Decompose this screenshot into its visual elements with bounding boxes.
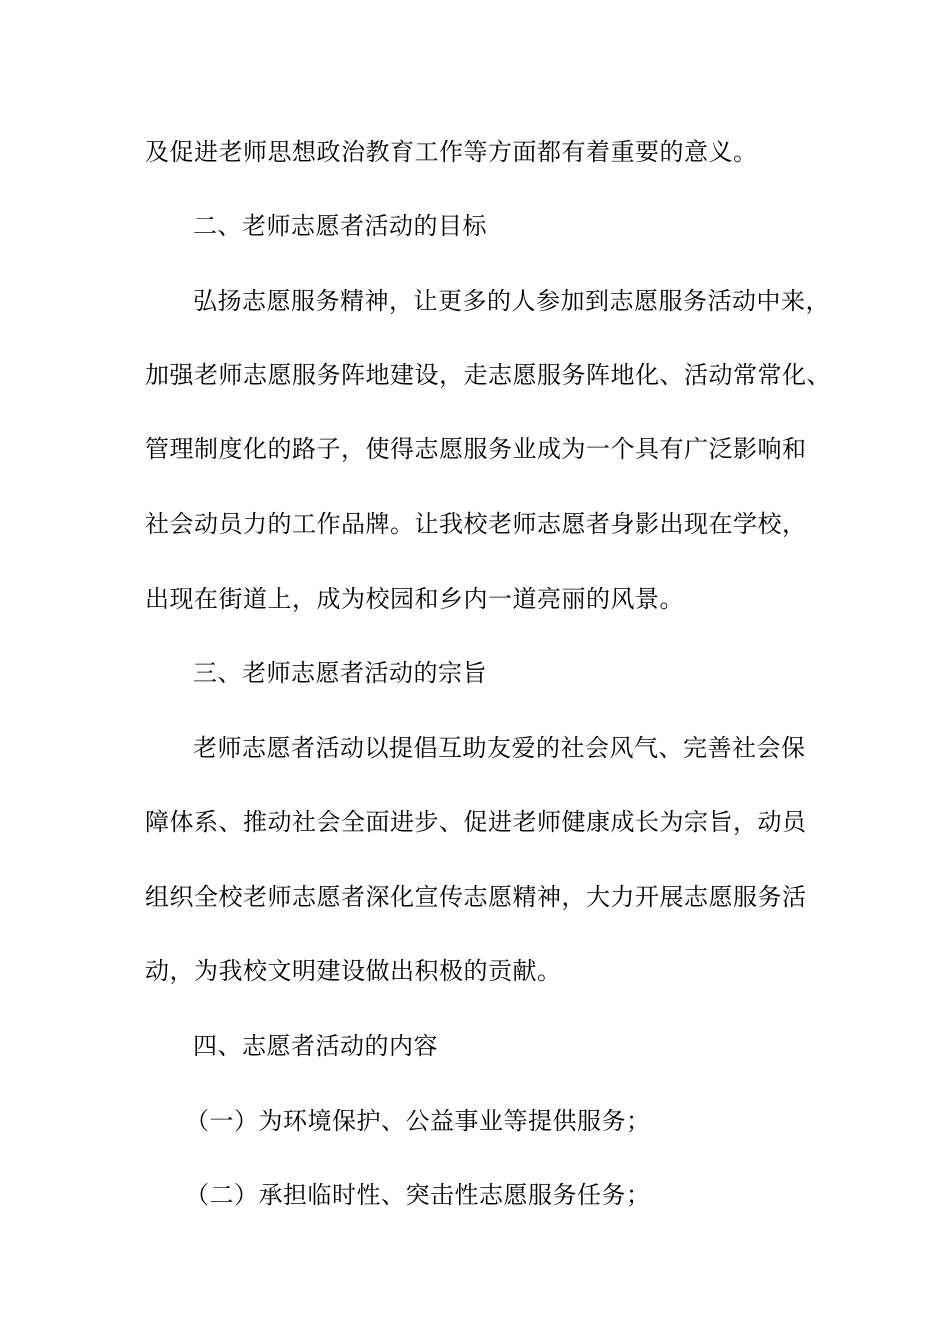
list-item: （一）为环境保护、公益事业等提供服务； [185,1107,651,1135]
section-heading: 三、老师志愿者活动的宗旨 [193,659,487,687]
section-heading: 四、志愿者活动的内容 [193,1032,438,1060]
paragraph-line: 动，为我校文明建设做出积极的贡献。 [145,957,562,985]
paragraph-line: 社会动员力的工作品牌。让我校老师志愿者身影出现在学校， [145,510,807,538]
paragraph-line: 管理制度化的路子，使得志愿服务业成为一个具有广泛影响和 [145,435,807,463]
section-heading: 二、老师志愿者活动的目标 [193,212,487,240]
paragraph-line: 及促进老师思想政治教育工作等方面都有着重要的意义。 [145,138,758,166]
paragraph-line: 障体系、推动社会全面进步、促进老师健康成长为宗旨，动员 [145,808,807,836]
paragraph-line: 加强老师志愿服务阵地建设，走志愿服务阵地化、活动常常化、 [145,361,831,389]
paragraph-line: 组织全校老师志愿者深化宣传志愿精神，大力开展志愿服务活 [145,883,807,911]
paragraph-line: 老师志愿者活动以提倡互助友爱的社会风气、完善社会保 [193,734,806,762]
paragraph-line: 出现在街道上，成为校园和乡内一道亮丽的风景。 [145,585,684,613]
list-item: （二）承担临时性、突击性志愿服务任务； [185,1181,651,1209]
paragraph-line: 弘扬志愿服务精神，让更多的人参加到志愿服务活动中来， [193,287,830,315]
